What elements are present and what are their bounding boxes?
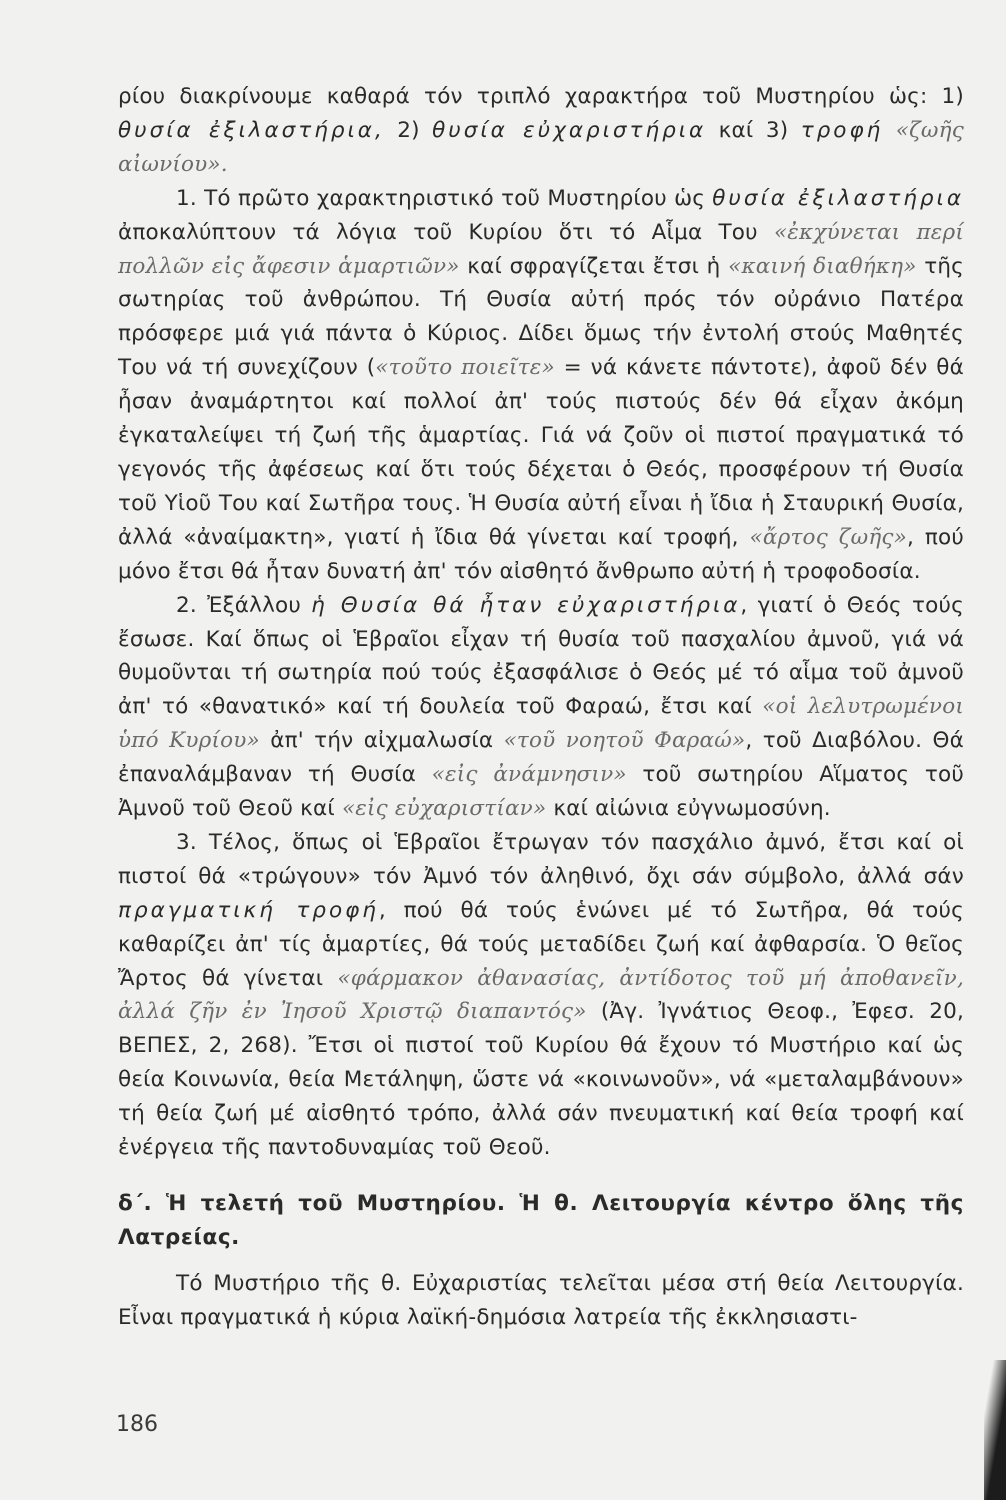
intro-text: 2) xyxy=(384,117,433,143)
quote: «καινή διαθήκη» xyxy=(728,253,917,279)
text: = νά κάνετε πάντοτε), ἀφοῦ δέν θά ἦσαν ἀναμάρτητοι καί πολλοί ἀπ' τούς πιστούς δέν θά εἶχαν ἀκόμη ἐγκαταλείψει τή ζωή τῆς ἁμαρτίας. Γιά νά ζοῦν οἱ πιστοί πραγματικά τό γεγονός τῆς ἀφέσεως καί ὅτι τούς δέχεται ὁ Θεός, προσφέρουν τή Θυσία τοῦ Υἱοῦ Του καί Σωτῆρα τους. Ἡ Θυσία αὐτή εἶναι ἡ ἴδια ἡ Σταυρική Θυσία, ἀλλά «ἀναίμακτη», γιατί ἡ ἴδια θά γίνεται καί τροφή, xyxy=(118,355,965,550)
quote: «ἐκχύνεται περί πολλῶν εἰς ἄφεσιν ἁμαρτιῶν» xyxy=(118,219,964,279)
text: , τοῦ Διαβόλου. Θά ἐπαναλάμβαναν τή Θυσία xyxy=(118,728,964,788)
emphasis: πραγματική τροφή xyxy=(118,897,379,923)
page-corner-shadow xyxy=(984,1360,1006,1500)
section-heading: δ΄. Ἡ τελετή τοῦ Μυστηρίου. Ἡ θ. Λειτουργία κέντρο ὅλης τῆς Λατρείας. xyxy=(118,1191,964,1250)
quote: «τοῦ νοητοῦ Φαραώ» xyxy=(503,728,746,754)
emphasis: θυσία ἐξιλαστήρια xyxy=(712,185,965,211)
text: , πού μόνο ἔτσι θά ἦταν δυνατή ἀπ' τόν αἰσθητό ἄνθρωπο αὐτή ἡ τροφοδοσία. xyxy=(118,524,965,584)
quote: «φάρμακον ἀθανασίας, ἀντίδοτος τοῦ μή ἀποθανεῖν, ἀλλά ζῆν ἐν Ἰησοῦ Χριστῷ διαπαντός» xyxy=(118,965,964,1025)
intro-text: καί 3) xyxy=(706,117,801,143)
text: ἀπ' τήν αἰχμαλωσία xyxy=(259,728,504,754)
page-number: 186 xyxy=(116,1412,158,1437)
text: (Ἀγ. Ἰγνάτιος Θεοφ., Ἐφεσ. 20, ΒΕΠΕΣ, 2, 268). Ἔτσι οἱ πιστοί τοῦ Κυρίου θά ἔχουν τό Μυστήριο καί ὡς θεία Κοινωνία, θεία Μετάληψη, ὥστε νά «κοινωνοῦν», νά «μεταλαμβάνουν» τή θεία ζωή μέ αἰσθητό τρόπο, ἀλλά σάν πνευματική καί θεία τροφή καί ἐνέργεια τῆς παντοδυναμίας τοῦ Θεοῦ. xyxy=(118,999,964,1161)
emphasis-expiatory: θυσία ἐξιλαστήρια, xyxy=(118,117,385,143)
text: , πού θά τούς ἑνώνει μέ τό Σωτῆρα, θά τούς καθαρίζει ἀπ' τίς ἁμαρτίες, θά τούς μεταδίδει ζωή καί ἀφθαρσία. Ὁ θεῖος Ἄρτος θά γίνεται xyxy=(118,897,964,991)
intro-text: ρίου διακρίνουμε καθαρά τόν τριπλό χαρακτήρα τοῦ Μυστηρίου ὡς: 1) xyxy=(118,84,964,109)
text: καί σφραγίζεται ἔτσι ἡ xyxy=(459,253,729,279)
paragraph-4: Τό Μυστήριο τῆς θ. Εὐχαριστίας τελεῖται μέσα στή θεία Λειτουργία. Εἶναι πραγματικά ἡ κύρια λαϊκή-δημόσια λατρεία τῆς ἐκκλησιαστι- xyxy=(118,1270,964,1330)
text: τῆς σωτηρίας τοῦ ἀνθρώπου. Τή Θυσία αὐτή πρός τόν οὐράνιο Πατέρα πρόσφερε μιά γιά πάντα ὁ Κύριος. Δίδει ὅμως τήν ἐντολή στούς Μαθητές Του νά τή συνεχίζουν ( xyxy=(118,253,964,381)
quote: «εἰς ἀνάμνησιν» xyxy=(431,762,627,788)
paragraph-3 xyxy=(118,826,964,1165)
text: ἀποκαλύπτουν τά λόγια τοῦ Κυρίου ὅτι τό Αἷμα Του xyxy=(118,219,774,245)
body-text xyxy=(118,80,964,1335)
intro-paragraph xyxy=(118,80,964,182)
quote: «ζωῆς αἰωνίου». xyxy=(118,117,964,177)
quote: «εἰς εὐχαριστίαν» xyxy=(341,796,547,822)
quote: «οἱ λελυτρωμένοι ὑπό Κυρίου» xyxy=(118,694,964,754)
emphasis-food: τροφή xyxy=(800,117,884,143)
emphasis-thanksgiving: θυσία εὐχαριστήρια xyxy=(432,117,707,143)
text: 2. Ἐξάλλου xyxy=(176,592,312,618)
text: , γιατί ὁ Θεός τούς ἔσωσε. Καί ὅπως οἱ Ἑβραῖοι εἶχαν τή θυσία τοῦ πασχαλίου ἀμνοῦ, γιά νά θυμοῦνται τή σωτηρία πού τούς ἐξασφάλισε ὁ Θεός μέ τό αἷμα τοῦ ἀμνοῦ ἀπ' τό «θανατικό» καί τή δουλεία τοῦ Φαραώ, ἔτσι καί xyxy=(118,592,964,720)
quote: «τοῦτο ποιεῖτε» xyxy=(375,355,555,381)
quote: «ἄρτος ζωῆς» xyxy=(749,524,908,550)
text: καί αἰώνια εὐγνωμοσύνη. xyxy=(546,796,831,822)
emphasis: ἡ Θυσία θά ἦταν εὐχαριστήρια xyxy=(311,592,741,618)
text: τοῦ σωτηρίου Αἵματος τοῦ Ἀμνοῦ τοῦ Θεοῦ καί xyxy=(118,762,964,822)
paragraph-1 xyxy=(118,182,964,589)
text: 3. Τέλος, ὅπως οἱ Ἑβραῖοι ἔτρωγαν τόν πασχάλιο ἀμνό, ἔτσι καί οἱ πιστοί θά «τρώγουν» τόν Ἀμνό τόν ἀληθινό, ὄχι σάν σύμβολο, ἀλλά σάν xyxy=(118,829,964,889)
paragraph-2 xyxy=(118,589,964,826)
text: 1. Τό πρῶτο χαρακτηριστικό τοῦ Μυστηρίου ὡς xyxy=(176,185,713,211)
